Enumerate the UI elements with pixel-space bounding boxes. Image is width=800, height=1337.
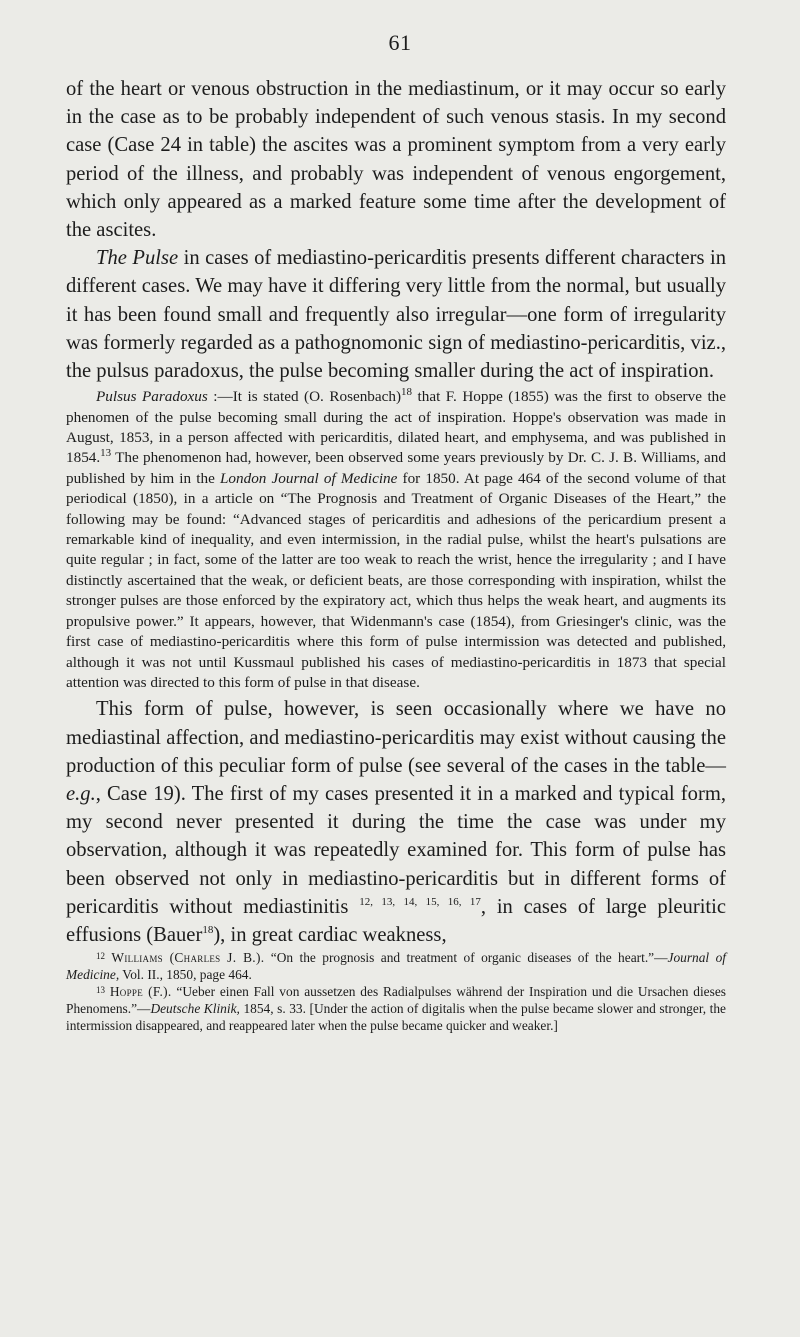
paragraph-the-pulse-text: in cases of mediastino-pericarditis presents different characters in different cases. We may have it differing very little from the normal, but usually it has been found small and frequently also irregular—one form of irregularity was formerly regarded as a pathognomonic sign of mediastino-pericarditis, viz., the pulsus paradoxus, the pulse becoming smaller during the act of inspiration.: [66, 247, 726, 383]
footnote-12-text: “On the prognosis and treatment of organic diseases of the heart.”—: [264, 950, 668, 966]
footnote-12-author: Williams (Charles J. B.).: [111, 950, 265, 966]
paragraph-pulsus-paradoxus: [66, 387, 726, 693]
footnote-ref-18: 18: [401, 386, 413, 399]
pulse-form-text-b: , Case 19). The first of my cases presented it in a marked and typical form, my second never presented it during the time the case was under my observation, although it was repeatedly examined for. This form of pulse has been observed not only in mediastino-pericarditis but in different forms of pericarditis without mediastinitis: [66, 782, 726, 918]
pulsus-text-c: The phenomenon had, however, been observed some years previously by Dr. C. J. B. Williams, and published by him in the: [66, 449, 726, 487]
section-heading-the-pulse: The Pulse: [96, 247, 179, 270]
paragraph-the-pulse: [66, 244, 726, 385]
footnote-refs-12-17: 12, 13, 14, 15, 16, 17: [359, 895, 481, 908]
footnote-12-journal: Journal of Medicine,: [66, 950, 726, 983]
pulsus-text-a: :—It is stated (O. Rosenbach): [207, 388, 402, 406]
footnote-ref-13: 13: [100, 447, 112, 460]
pulse-form-text-d: ), in great cardiac weakness,: [213, 923, 447, 946]
footnote-12: [66, 949, 726, 983]
footnote-13-author: Hoppe (F.).: [109, 984, 172, 1000]
pulsus-text-b: that F. Hoppe (1855) was the first to observe the phenomen of the pulse becoming small during the act of inspiration. Hoppe's observation was made in August, 1853, in a person affected with pericarditis, dilated heart, and emphysema, and was published in 1854.: [66, 388, 726, 467]
page-number: 61: [388, 30, 412, 55]
footnote-12-tail: Vol. II., 1850, page 464.: [119, 967, 252, 983]
footnote-mark-13: 13: [96, 985, 105, 996]
pulsus-text-d: for 1850. At page 464 of the second volume of that periodical (1850), in a article on “The Prognosis and Treatment of Organic Diseases of the Heart,” the following may be found: “Advanced stages of pericarditis and adhesions of the pericardium present a remarkable kind of inequality, and even intermission, in the radial pulse, whilst the heart's pulsations are quite regular ; in fact, some of the latter are too weak to reach the wrist, hence the irregularity ; and I have distinctly ascertained that the weak, or deficient beats, are those corresponding with inspiration, whilst the stronger pulses are those enforced by the expiratory act, which thus helps the weak heart, and augments its propulsive power.” It appears, however, that Widenmann's case (1854), from Griesinger's clinic, was the first case of mediastino-pericarditis where this form of pulse intermission was detected and published, although it was not until Kussmaul published his cases of mediastino-pericarditis in 1873 that special attention was directed to this form of pulse in that disease.: [66, 469, 726, 691]
footnote-13-text: “Ueber einen Fall von aussetzen des Radialpulses während der Inspiration und die Ursachen dieses Phenomens.”—: [66, 984, 726, 1017]
pulse-form-text-c: , in cases of large pleuritic effusions (Bauer: [66, 895, 727, 946]
journal-title: London Journal of Medicine: [219, 469, 398, 487]
paragraph-venous-obstruction: of the heart or venous obstruction in the mediastinum, or it may occur so early in the case as to be probably independent of such venous stasis. In my second case (Case 24 in table) the ascites was a prominent symptom from a very early period of the illness, and probably was independent of venous engorgement, which only appeared as a marked feature some time after the development of the ascites.: [66, 78, 726, 242]
footnote-13: [66, 983, 726, 1034]
pulse-form-eg: e.g.: [66, 782, 96, 805]
footnote-13-tail: 1854, s. 33. [Under the action of digitalis when the pulse became slower and stronger, the intermission disappeared, and reappeared later when the pulse became quicker and weaker.]: [66, 1001, 726, 1034]
body-text: [66, 75, 726, 1034]
pulse-form-text-a: This form of pulse, however, is seen occasionally where we have no mediastinal affection, and mediastino-pericarditis may exist without causing the production of this peculiar form of pulse (see several of the cases in the table—: [66, 698, 726, 777]
footnote-mark-12: 12: [96, 951, 105, 962]
section-heading-pulsus-paradoxus: Pulsus Paradoxus: [96, 388, 208, 406]
footnote-13-journal: Deutsche Klinik,: [150, 1001, 240, 1017]
paragraph-pulse-form: [66, 695, 726, 949]
footnote-ref-18-bauer: 18: [202, 924, 214, 937]
